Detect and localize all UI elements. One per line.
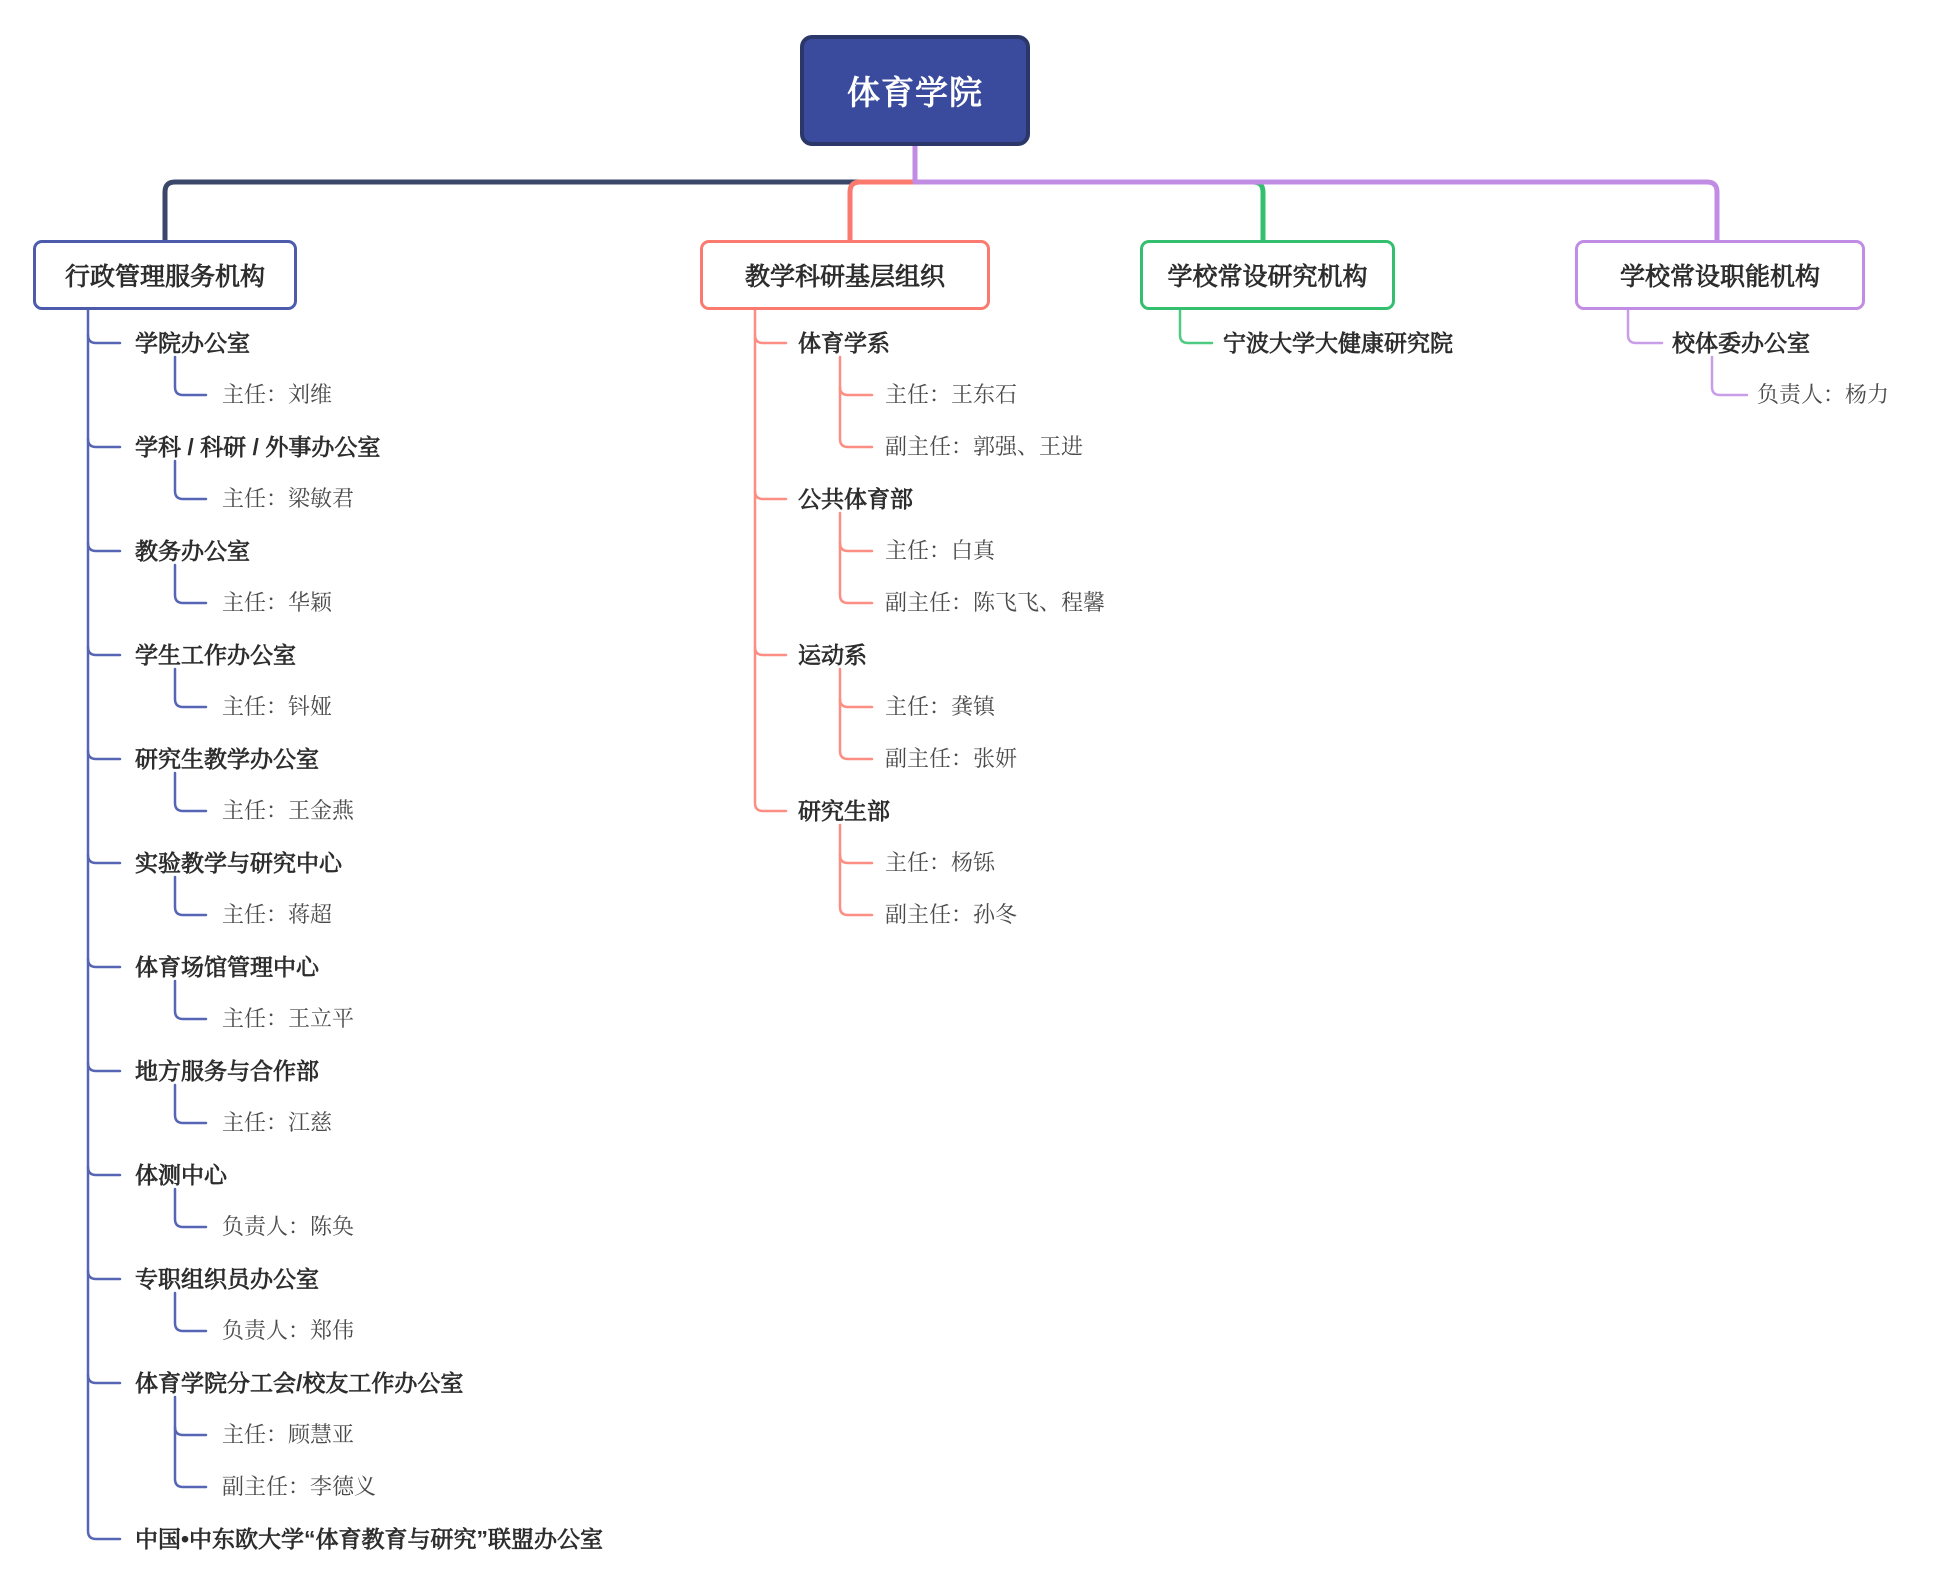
org-unit-label[interactable]: 专职组织员办公室	[135, 1266, 319, 1292]
member-label[interactable]: 主任：钭娅	[222, 694, 333, 719]
member-label[interactable]: 主任：王东石	[885, 382, 1018, 407]
member-label[interactable]: 副主任：孙冬	[885, 902, 1018, 927]
trunk-line-teaching	[850, 182, 915, 240]
org-unit-label[interactable]: 体测中心	[135, 1162, 227, 1188]
member-label[interactable]: 主任：白真	[885, 538, 996, 563]
org-unit-label[interactable]: 体育学院分工会/校友工作办公室	[135, 1370, 464, 1396]
member-label[interactable]: 主任：华颖	[222, 590, 333, 615]
org-unit-label[interactable]: 研究生部	[798, 798, 890, 824]
member-label[interactable]: 副主任：李德义	[222, 1474, 377, 1499]
member-label[interactable]: 主任：王金燕	[222, 798, 355, 823]
org-unit-label[interactable]: 学生工作办公室	[135, 642, 296, 668]
org-unit-label[interactable]: 校体委办公室	[1672, 330, 1810, 356]
org-unit-label[interactable]: 公共体育部	[798, 486, 913, 512]
branch-research-title: 学校常设研究机构	[1167, 263, 1368, 291]
branch-box-research[interactable]	[1140, 240, 1395, 310]
org-unit-label[interactable]: 地方服务与合作部	[135, 1058, 319, 1084]
branch-teaching-title: 教学科研基层组织	[744, 263, 945, 291]
branch-box-admin[interactable]	[33, 240, 297, 310]
org-unit-label[interactable]: 研究生教学办公室	[135, 746, 319, 772]
branch-admin-title: 行政管理服务机构	[64, 263, 265, 291]
org-unit-label[interactable]: 中国•中东欧大学“体育教育与研究”联盟办公室	[135, 1526, 604, 1552]
org-unit-label[interactable]: 运动系	[798, 642, 867, 668]
member-label[interactable]: 副主任：陈飞飞、程馨	[885, 590, 1106, 615]
functional-child-line	[1628, 310, 1662, 343]
org-unit-label[interactable]: 宁波大学大健康研究院	[1223, 330, 1453, 356]
org-unit-label[interactable]: 实验教学与研究中心	[135, 850, 342, 876]
member-label[interactable]: 负责人：杨力	[1757, 382, 1890, 407]
member-label[interactable]: 主任：蒋超	[222, 902, 333, 927]
research-child-line	[1180, 310, 1212, 343]
org-unit-label[interactable]: 体育学系	[798, 330, 890, 356]
member-label[interactable]: 主任：杨铄	[885, 850, 996, 875]
member-label[interactable]: 主任：顾慧亚	[222, 1422, 355, 1447]
branch-functional-title: 学校常设职能机构	[1619, 263, 1820, 291]
trunk-line-research	[915, 182, 1263, 240]
trunk-line-functional	[915, 182, 1717, 240]
root-node[interactable]	[800, 35, 1030, 146]
trunk-line-admin	[165, 182, 915, 240]
branch-box-functional[interactable]	[1575, 240, 1865, 310]
root-node-label: 体育学院	[847, 74, 983, 111]
org-unit-label[interactable]: 教务办公室	[135, 538, 250, 564]
branch-box-teaching[interactable]	[700, 240, 990, 310]
member-label[interactable]: 副主任：郭强、王进	[885, 434, 1084, 459]
org-unit-label[interactable]: 体育场馆管理中心	[135, 954, 319, 980]
member-label[interactable]: 主任：梁敏君	[222, 486, 355, 511]
member-label[interactable]: 负责人：郑伟	[222, 1318, 355, 1343]
member-label[interactable]: 主任：王立平	[222, 1006, 355, 1031]
member-label[interactable]: 主任：江慈	[222, 1110, 333, 1135]
org-unit-label[interactable]: 学科 / 科研 / 外事办公室	[135, 434, 381, 460]
teaching-spine	[755, 310, 786, 811]
member-label[interactable]: 负责人：陈奂	[222, 1214, 355, 1239]
admin-spine	[88, 310, 120, 1539]
member-label[interactable]: 主任：刘维	[222, 382, 333, 407]
member-label[interactable]: 副主任：张妍	[885, 746, 1018, 771]
member-label[interactable]: 主任：龚镇	[885, 694, 996, 719]
org-unit-label[interactable]: 学院办公室	[135, 330, 250, 356]
